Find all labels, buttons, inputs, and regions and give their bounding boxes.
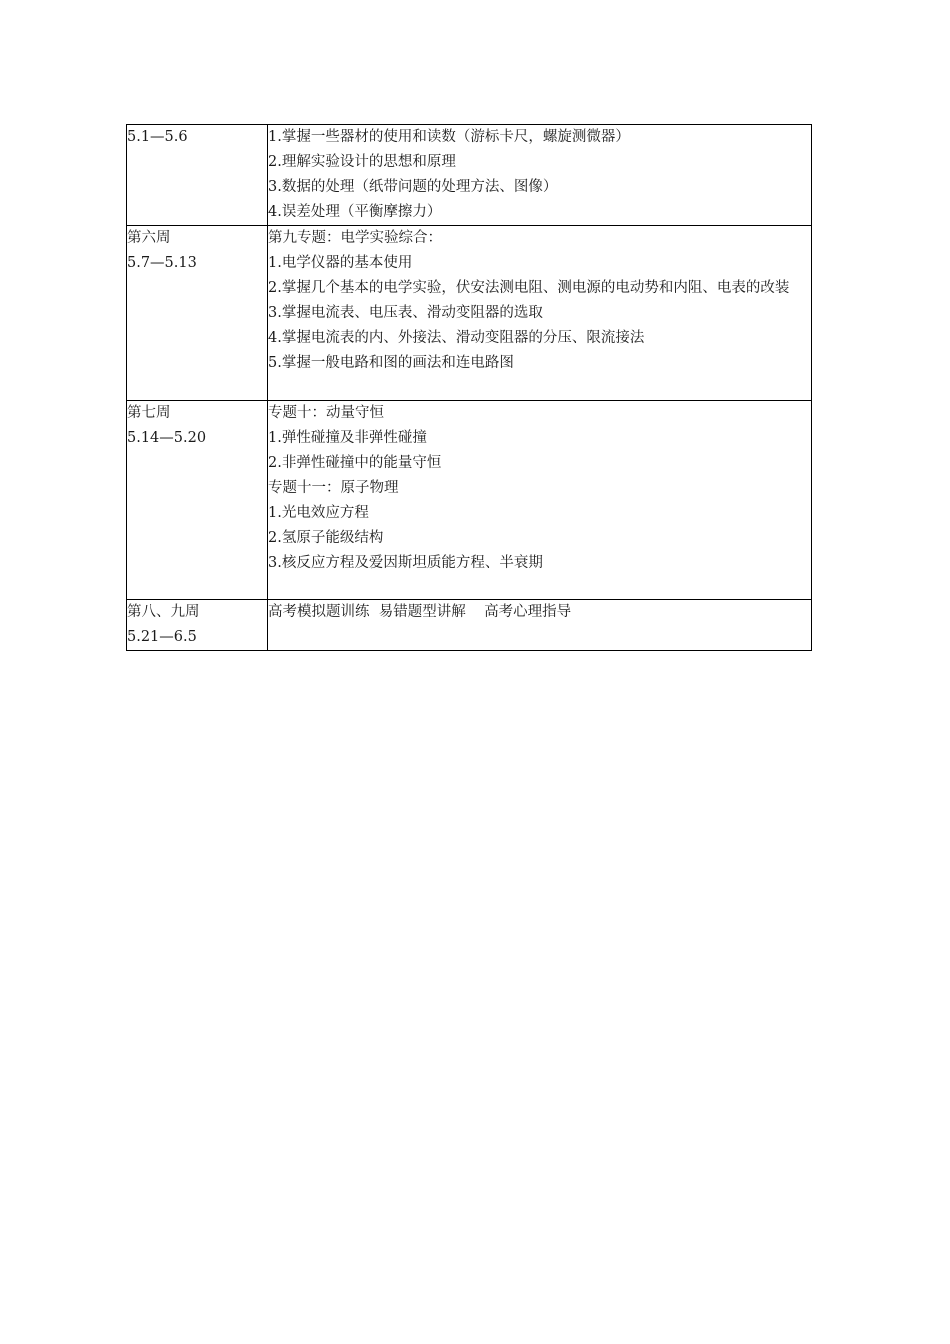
week-label: 第八、九周	[127, 604, 200, 620]
table-row	[127, 600, 812, 651]
content-line: 高考模拟题训练 易错题型讲解 高考心理指导	[268, 604, 572, 620]
week-cell	[127, 226, 268, 401]
content-cell	[268, 226, 812, 401]
table-row	[127, 125, 812, 226]
week-label: 第六周	[127, 230, 171, 246]
table-row	[127, 226, 812, 401]
content-line: 3.掌握电流表、电压表、滑动变阻器的选取	[268, 305, 543, 321]
week-dates: 5.7—5.13	[127, 255, 197, 271]
content-line: 2.氢原子能级结构	[268, 530, 384, 546]
content-line: 1.光电效应方程	[268, 505, 369, 521]
week-cell	[127, 125, 268, 226]
week-dates: 5.1—5.6	[127, 129, 188, 145]
content-line: 5.掌握一般电路和图的画法和连电路图	[268, 355, 514, 371]
content-line: 2.非弹性碰撞中的能量守恒	[268, 455, 442, 471]
week-dates: 5.21—6.5	[127, 629, 197, 645]
content-line: 2.理解实验设计的思想和原理	[268, 154, 456, 170]
content-line: 3.数据的处理（纸带问题的处理方法、图像）	[268, 179, 558, 195]
content-line: 专题十：动量守恒	[268, 405, 384, 421]
content-line: 4.掌握电流表的内、外接法、滑动变阻器的分压、限流接法	[268, 330, 645, 346]
content-line: 第九专题：电学实验综合：	[268, 230, 442, 246]
content-line: 2.掌握几个基本的电学实验，伏安法测电阻、测电源的电动势和内阻、电表的改装	[268, 280, 790, 296]
content-cell	[268, 600, 812, 651]
table-row	[127, 401, 812, 600]
week-cell	[127, 600, 268, 651]
content-line: 专题十一：原子物理	[268, 480, 399, 496]
content-line: 1.掌握一些器材的使用和读数（游标卡尺，螺旋测微器）	[268, 129, 630, 145]
content-line: 3.核反应方程及爱因斯坦质能方程、半衰期	[268, 555, 543, 571]
week-dates: 5.14—5.20	[127, 430, 207, 446]
week-cell	[127, 401, 268, 600]
schedule-table	[126, 124, 812, 651]
content-cell	[268, 125, 812, 226]
content-line: 4.误差处理（平衡摩擦力）	[268, 204, 442, 220]
week-label: 第七周	[127, 405, 171, 421]
content-cell	[268, 401, 812, 600]
content-line: 1.弹性碰撞及非弹性碰撞	[268, 430, 427, 446]
content-line: 1.电学仪器的基本使用	[268, 255, 413, 271]
